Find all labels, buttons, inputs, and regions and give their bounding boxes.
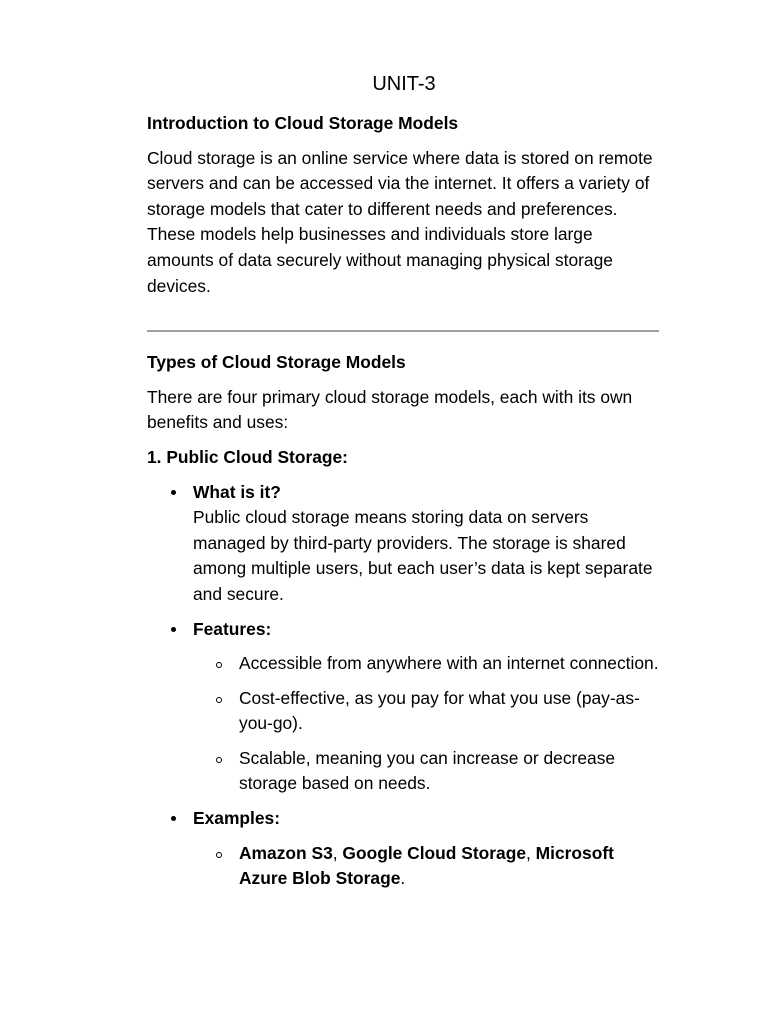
what-is-it-label: What is it? [193, 481, 281, 502]
example-google-cloud-storage: Google Cloud Storage [342, 842, 526, 863]
example-end-punctuation: . [400, 868, 406, 889]
public-cloud-list [147, 480, 661, 892]
list-item-examples [193, 806, 661, 892]
feature-text: Accessible from anywhere with an internet connection. [239, 653, 659, 674]
bullet-icon [171, 490, 176, 495]
example-amazon-s3: Amazon S3 [239, 842, 333, 863]
list-item-what-is-it [193, 480, 661, 608]
feature-item [239, 686, 661, 737]
examples-label: Examples: [193, 808, 280, 829]
example-azure-blob-storage: Microsoft Azure Blob Storage [239, 842, 614, 889]
examples-list [193, 841, 661, 892]
features-list [193, 651, 661, 797]
list-item-features [193, 617, 661, 798]
page-title: UNIT-3 [372, 73, 436, 95]
public-cloud-heading: 1. Public Cloud Storage: [147, 446, 348, 467]
circle-bullet-icon [216, 662, 222, 668]
example-separator: , [332, 842, 343, 863]
bullet-icon [171, 627, 176, 632]
circle-bullet-icon [216, 757, 222, 763]
intro-heading: Introduction to Cloud Storage Models [147, 113, 459, 133]
bullet-icon [171, 816, 176, 821]
feature-text: Scalable, meaning you can increase or decrease storage based on needs. [239, 747, 616, 794]
section-divider [147, 330, 659, 332]
types-paragraph: There are four primary cloud storage models, each with its own benefits and uses: [147, 386, 633, 433]
features-label: Features: [193, 618, 272, 639]
feature-item [239, 651, 661, 677]
example-separator: , [526, 842, 536, 863]
feature-item [239, 746, 661, 797]
circle-bullet-icon [216, 697, 222, 703]
what-is-it-text: Public cloud storage means storing data on servers managed by third-party providers. The storage is shared among multiple users, but each user’s data is kept separate and secure. [193, 507, 653, 604]
example-item [239, 841, 661, 892]
types-heading: Types of Cloud Storage Models [147, 352, 406, 373]
intro-paragraph: Cloud storage is an online service where data is stored on remote servers and can be accessed via the internet. It offers a variety of storage models that cater to different needs and preferences. These models help businesses and individuals store large amounts of data securely without managing physical storage devices. [147, 147, 653, 296]
circle-bullet-icon [216, 852, 222, 858]
feature-text: Cost-effective, as you pay for what you use (pay-as-you-go). [239, 687, 640, 734]
document-content [147, 72, 661, 901]
